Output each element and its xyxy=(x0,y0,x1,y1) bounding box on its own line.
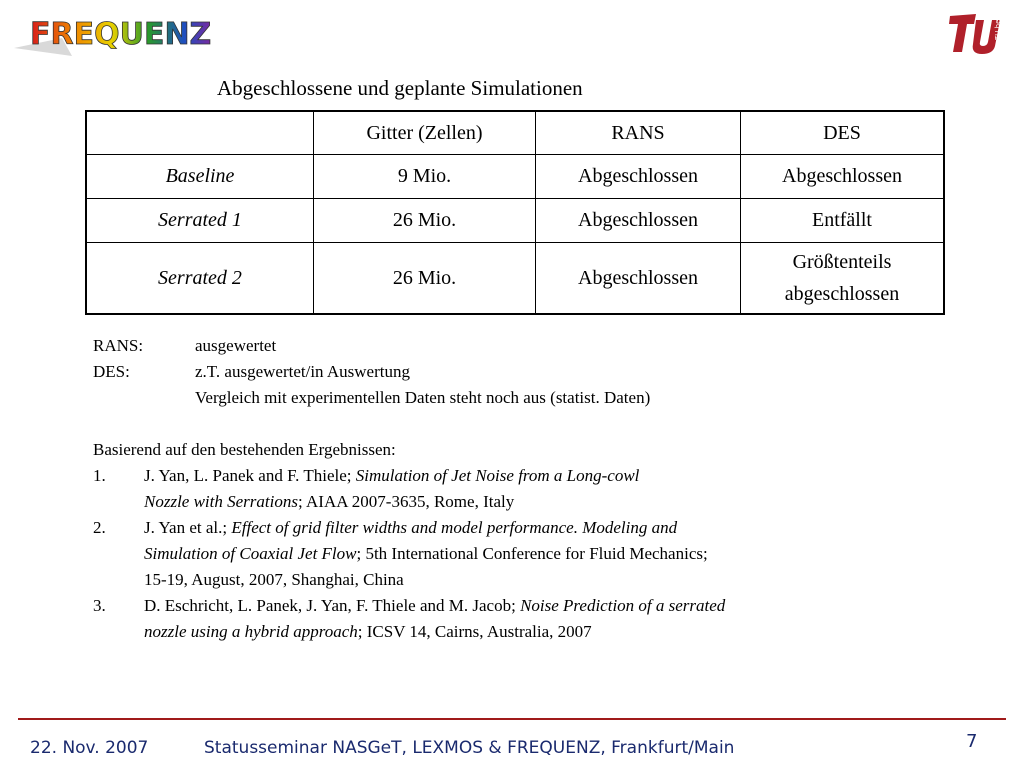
reference-item xyxy=(93,515,725,541)
tu-berlin-logo xyxy=(946,8,1008,58)
frequenz-logo xyxy=(12,4,212,60)
table-header-cell: RANS xyxy=(536,111,741,155)
reference-item xyxy=(93,593,725,619)
page-number: 7 xyxy=(966,731,978,752)
reference-number: 1. xyxy=(93,466,106,485)
reference-details: ; ICSV 14, Cairns, Australia, 2007 xyxy=(357,622,592,641)
table-cell: Entfällt xyxy=(741,199,945,243)
reference-details: ; 5th International Conference for Fluid Mechanics; xyxy=(356,544,708,563)
table-cell: Größtenteils abgeschlossen xyxy=(741,243,945,315)
note-rans xyxy=(93,333,725,359)
reference-authors: J. Yan et al.; xyxy=(144,518,232,537)
table-cell: Abgeschlossen xyxy=(536,243,741,315)
reference-details: 15-19, August, 2007, Shanghai, China xyxy=(144,570,404,589)
reference-item xyxy=(93,463,725,489)
table-cell: 26 Mio. xyxy=(314,243,536,315)
table-cell: Abgeschlossen xyxy=(741,155,945,199)
reference-item-cont xyxy=(93,541,725,567)
footer-divider xyxy=(18,718,1006,720)
table-cell: Baseline xyxy=(86,155,314,199)
reference-item-cont xyxy=(93,619,725,645)
note-des-cont xyxy=(93,385,725,411)
reference-item-cont xyxy=(93,489,725,515)
reference-title: Nozzle with Serrations xyxy=(144,492,298,511)
reference-title: nozzle using a hybrid approach xyxy=(144,622,358,641)
table-cell: 9 Mio. xyxy=(314,155,536,199)
reference-authors: D. Eschricht, L. Panek, J. Yan, F. Thiele and M. Jacob; xyxy=(144,596,521,615)
simulation-table xyxy=(85,110,945,315)
reference-title: Simulation of Coaxial Jet Flow xyxy=(144,544,357,563)
note-label: DES: xyxy=(93,362,130,381)
note-label: RANS: xyxy=(93,336,144,355)
table-cell: Abgeschlossen xyxy=(536,199,741,243)
reference-title: Effect of grid filter widths and model performance. Modeling and xyxy=(231,518,678,537)
table-cell: Serrated 1 xyxy=(86,199,314,243)
reference-details: ; AIAA 2007-3635, Rome, Italy xyxy=(297,492,515,511)
table-header-cell: DES xyxy=(741,111,945,155)
tu-berlin-label: TU berlin xyxy=(994,8,1002,40)
reference-number: 2. xyxy=(93,518,106,537)
reference-title: Simulation of Jet Noise from a Long-cowl xyxy=(355,466,640,485)
table-header-cell xyxy=(86,111,314,155)
reference-number: 3. xyxy=(93,596,106,615)
table-cell: Abgeschlossen xyxy=(536,155,741,199)
logo-wordmark: FREQUENZ xyxy=(30,17,212,52)
reference-authors: J. Yan, L. Panek and F. Thiele; xyxy=(144,466,356,485)
table-header-cell: Gitter (Zellen) xyxy=(314,111,536,155)
footer-date: 22. Nov. 2007 xyxy=(30,738,149,758)
reference-item-cont xyxy=(93,567,725,593)
table-row xyxy=(86,155,944,199)
note-text: Vergleich mit experimentellen Daten steht noch aus (statist. Daten) xyxy=(195,388,651,407)
note-text: z.T. ausgewertet/in Auswertung xyxy=(195,362,410,381)
footer-event: Statusseminar NASGeT, LEXMOS & FREQUENZ, Frankfurt/Main xyxy=(204,738,735,758)
table-row xyxy=(86,199,944,243)
notes-block xyxy=(93,333,725,645)
table-cell: Serrated 2 xyxy=(86,243,314,315)
basis-heading: Basierend auf den bestehenden Ergebnissen: xyxy=(93,440,396,459)
note-text: ausgewertet xyxy=(195,336,277,355)
table-cell: 26 Mio. xyxy=(314,199,536,243)
slide-title: Abgeschlossene und geplante Simulationen xyxy=(217,76,583,100)
table-header-row xyxy=(86,111,944,155)
table-row xyxy=(86,243,944,315)
reference-title: Noise Prediction of a serrated xyxy=(520,596,726,615)
note-des xyxy=(93,359,725,385)
